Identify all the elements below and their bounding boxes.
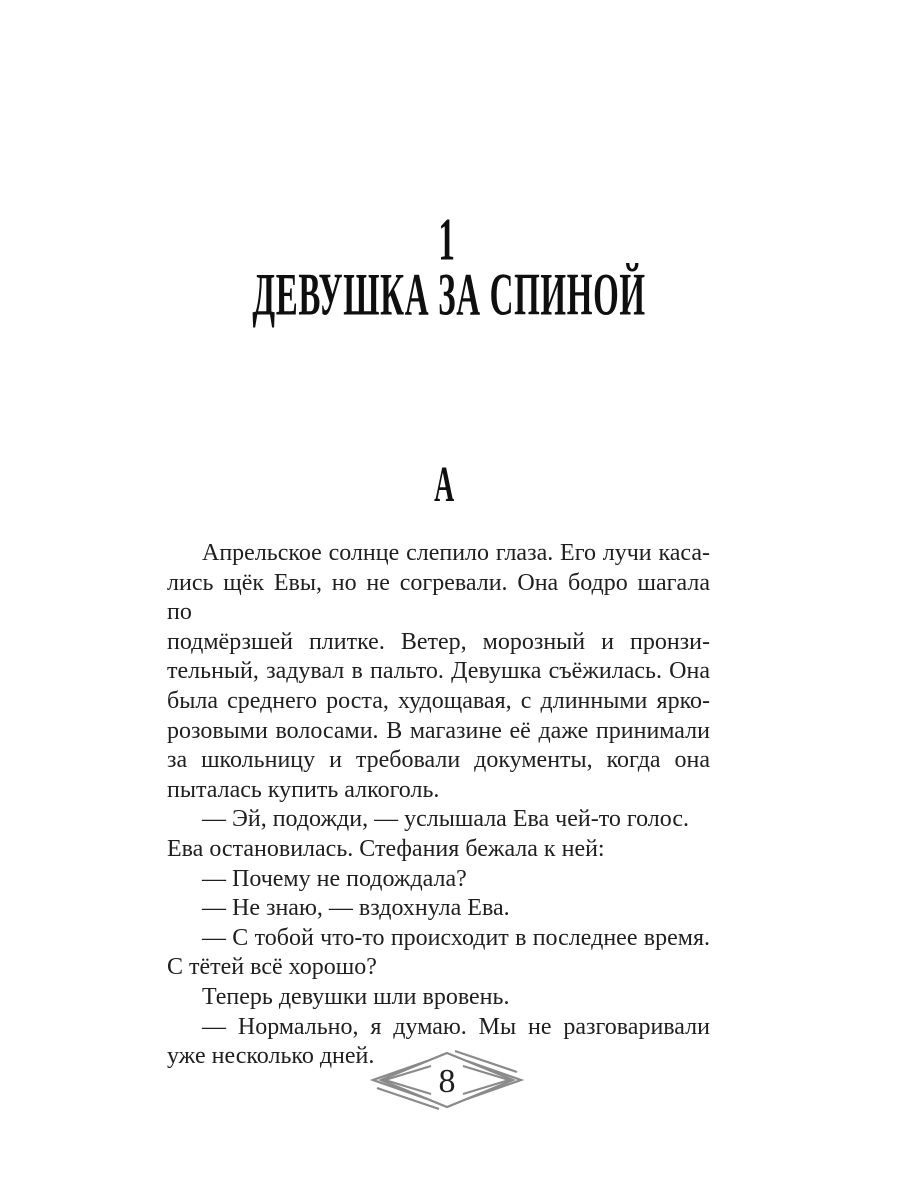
text-line: Теперь девушки шли вровень. — [202, 983, 510, 1010]
diamond-ornament-icon — [367, 1048, 527, 1112]
text-line: — Не знаю, — вздохнула Ева. — [202, 895, 510, 922]
body-text — [167, 539, 710, 1072]
text-line: за школьницу и требовали документы, когда она — [167, 747, 710, 774]
chapter-number-text: 1 — [438, 205, 456, 273]
text-line: Апрельское солнце слепило глаза. Его лучи каса- — [202, 540, 710, 566]
text-line: уже несколько дней. — [167, 1043, 375, 1070]
section-initial-letter — [0, 457, 888, 513]
text-line: была среднего роста, худощавая, с длинными ярко- — [167, 687, 710, 714]
text-line: пыталась купить алкоголь. — [167, 776, 440, 803]
right-chevron-inner — [463, 1066, 509, 1094]
text-line: С тётей всё хорошо? — [167, 954, 377, 981]
text-line: — Почему не подождала? — [202, 865, 467, 892]
text-line: Ева остановилась. Стефания бежала к ней: — [167, 835, 605, 862]
chapter-title — [0, 260, 898, 328]
text-line: розовыми волосами. В магазине её даже принимали — [167, 717, 710, 744]
left-chevron-inner — [385, 1066, 431, 1094]
page-number: 8 — [438, 1063, 456, 1100]
text-line: тельный, задувал в пальто. Девушка съёжилась. Она — [167, 658, 710, 685]
text-line: — С тобой что-то происходит в последнее время. — [202, 924, 710, 951]
text-line: подмёрзшей плитке. Ветер, морозный и пронзи- — [167, 628, 710, 655]
section-initial-text: А — [433, 457, 455, 513]
page-footer — [367, 1048, 527, 1112]
chapter-title-text: ДЕВУШКА ЗА СПИНОЙ — [252, 260, 646, 328]
text-line: — Эй, подожди, — услышала Ева чей-то голос. — [202, 806, 690, 833]
text-line: лись щёк Евы, но не согревали. Она бодро шагала по — [167, 569, 710, 626]
chapter-number — [0, 205, 894, 273]
text-line: — Нормально, я думаю. Мы не разговаривали — [202, 1013, 710, 1040]
